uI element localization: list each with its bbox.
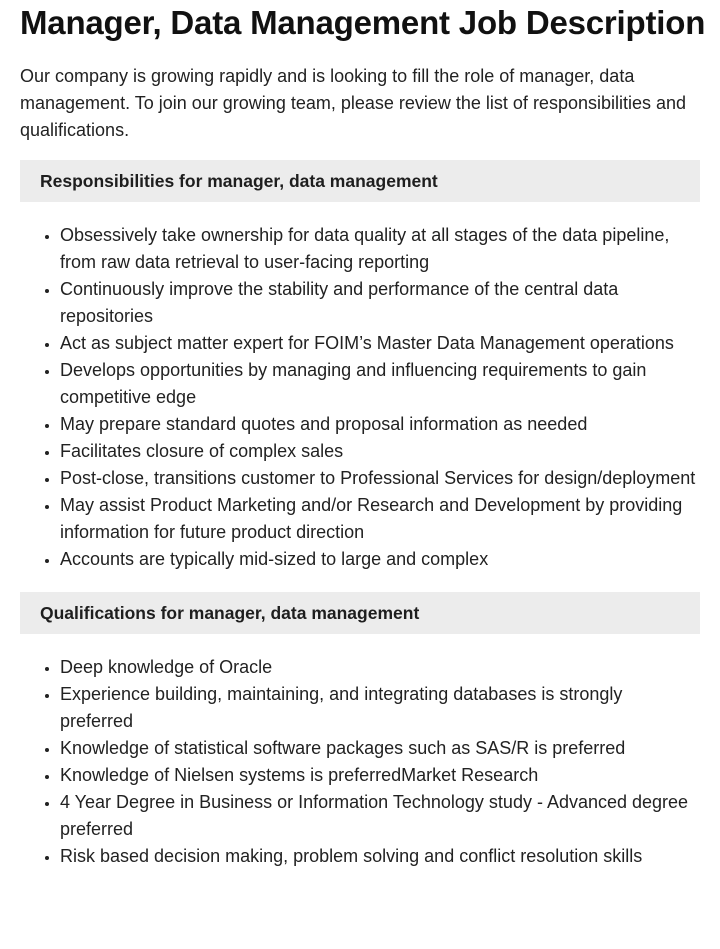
list-item: • Risk based decision making, problem solving and conflict resolution skills bbox=[60, 843, 700, 870]
responsibilities-heading: Responsibilities for manager, data management bbox=[20, 160, 700, 202]
list-item: • Deep knowledge of Oracle bbox=[60, 654, 700, 681]
list-item: • May prepare standard quotes and proposal information as needed bbox=[60, 411, 700, 438]
responsibilities-list bbox=[20, 222, 700, 573]
list-item: • Facilitates closure of complex sales bbox=[60, 438, 700, 465]
list-item: • Develops opportunities by managing and influencing requirements to gain competitive edge bbox=[60, 357, 700, 411]
qualifications-heading: Qualifications for manager, data management bbox=[20, 592, 700, 634]
list-item: • Knowledge of Nielsen systems is preferredMarket Research bbox=[60, 762, 700, 789]
list-item: • Continuously improve the stability and performance of the central data repositories bbox=[60, 276, 700, 330]
list-item: • Act as subject matter expert for FOIM’s Master Data Management operations bbox=[60, 330, 700, 357]
list-item: • Post-close, transitions customer to Professional Services for design/deployment bbox=[60, 465, 700, 492]
list-item: • Accounts are typically mid-sized to large and complex bbox=[60, 546, 700, 573]
intro-paragraph: Our company is growing rapidly and is looking to fill the role of manager, data management. To join our growing team, please review the list of responsibilities and qualifications. bbox=[20, 66, 687, 140]
list-item: • 4 Year Degree in Business or Information Technology study - Advanced degree preferred bbox=[60, 789, 700, 843]
qualifications-list bbox=[20, 654, 700, 870]
list-item: • Obsessively take ownership for data quality at all stages of the data pipeline, from raw data retrieval to user-facing reporting bbox=[60, 222, 700, 276]
page-title: Manager, Data Management Job Description bbox=[20, 4, 706, 41]
list-item: • May assist Product Marketing and/or Research and Development by providing information for future product direction bbox=[60, 492, 700, 546]
list-item: • Experience building, maintaining, and integrating databases is strongly preferred bbox=[60, 681, 700, 735]
list-item: • Knowledge of statistical software packages such as SAS/R is preferred bbox=[60, 735, 700, 762]
